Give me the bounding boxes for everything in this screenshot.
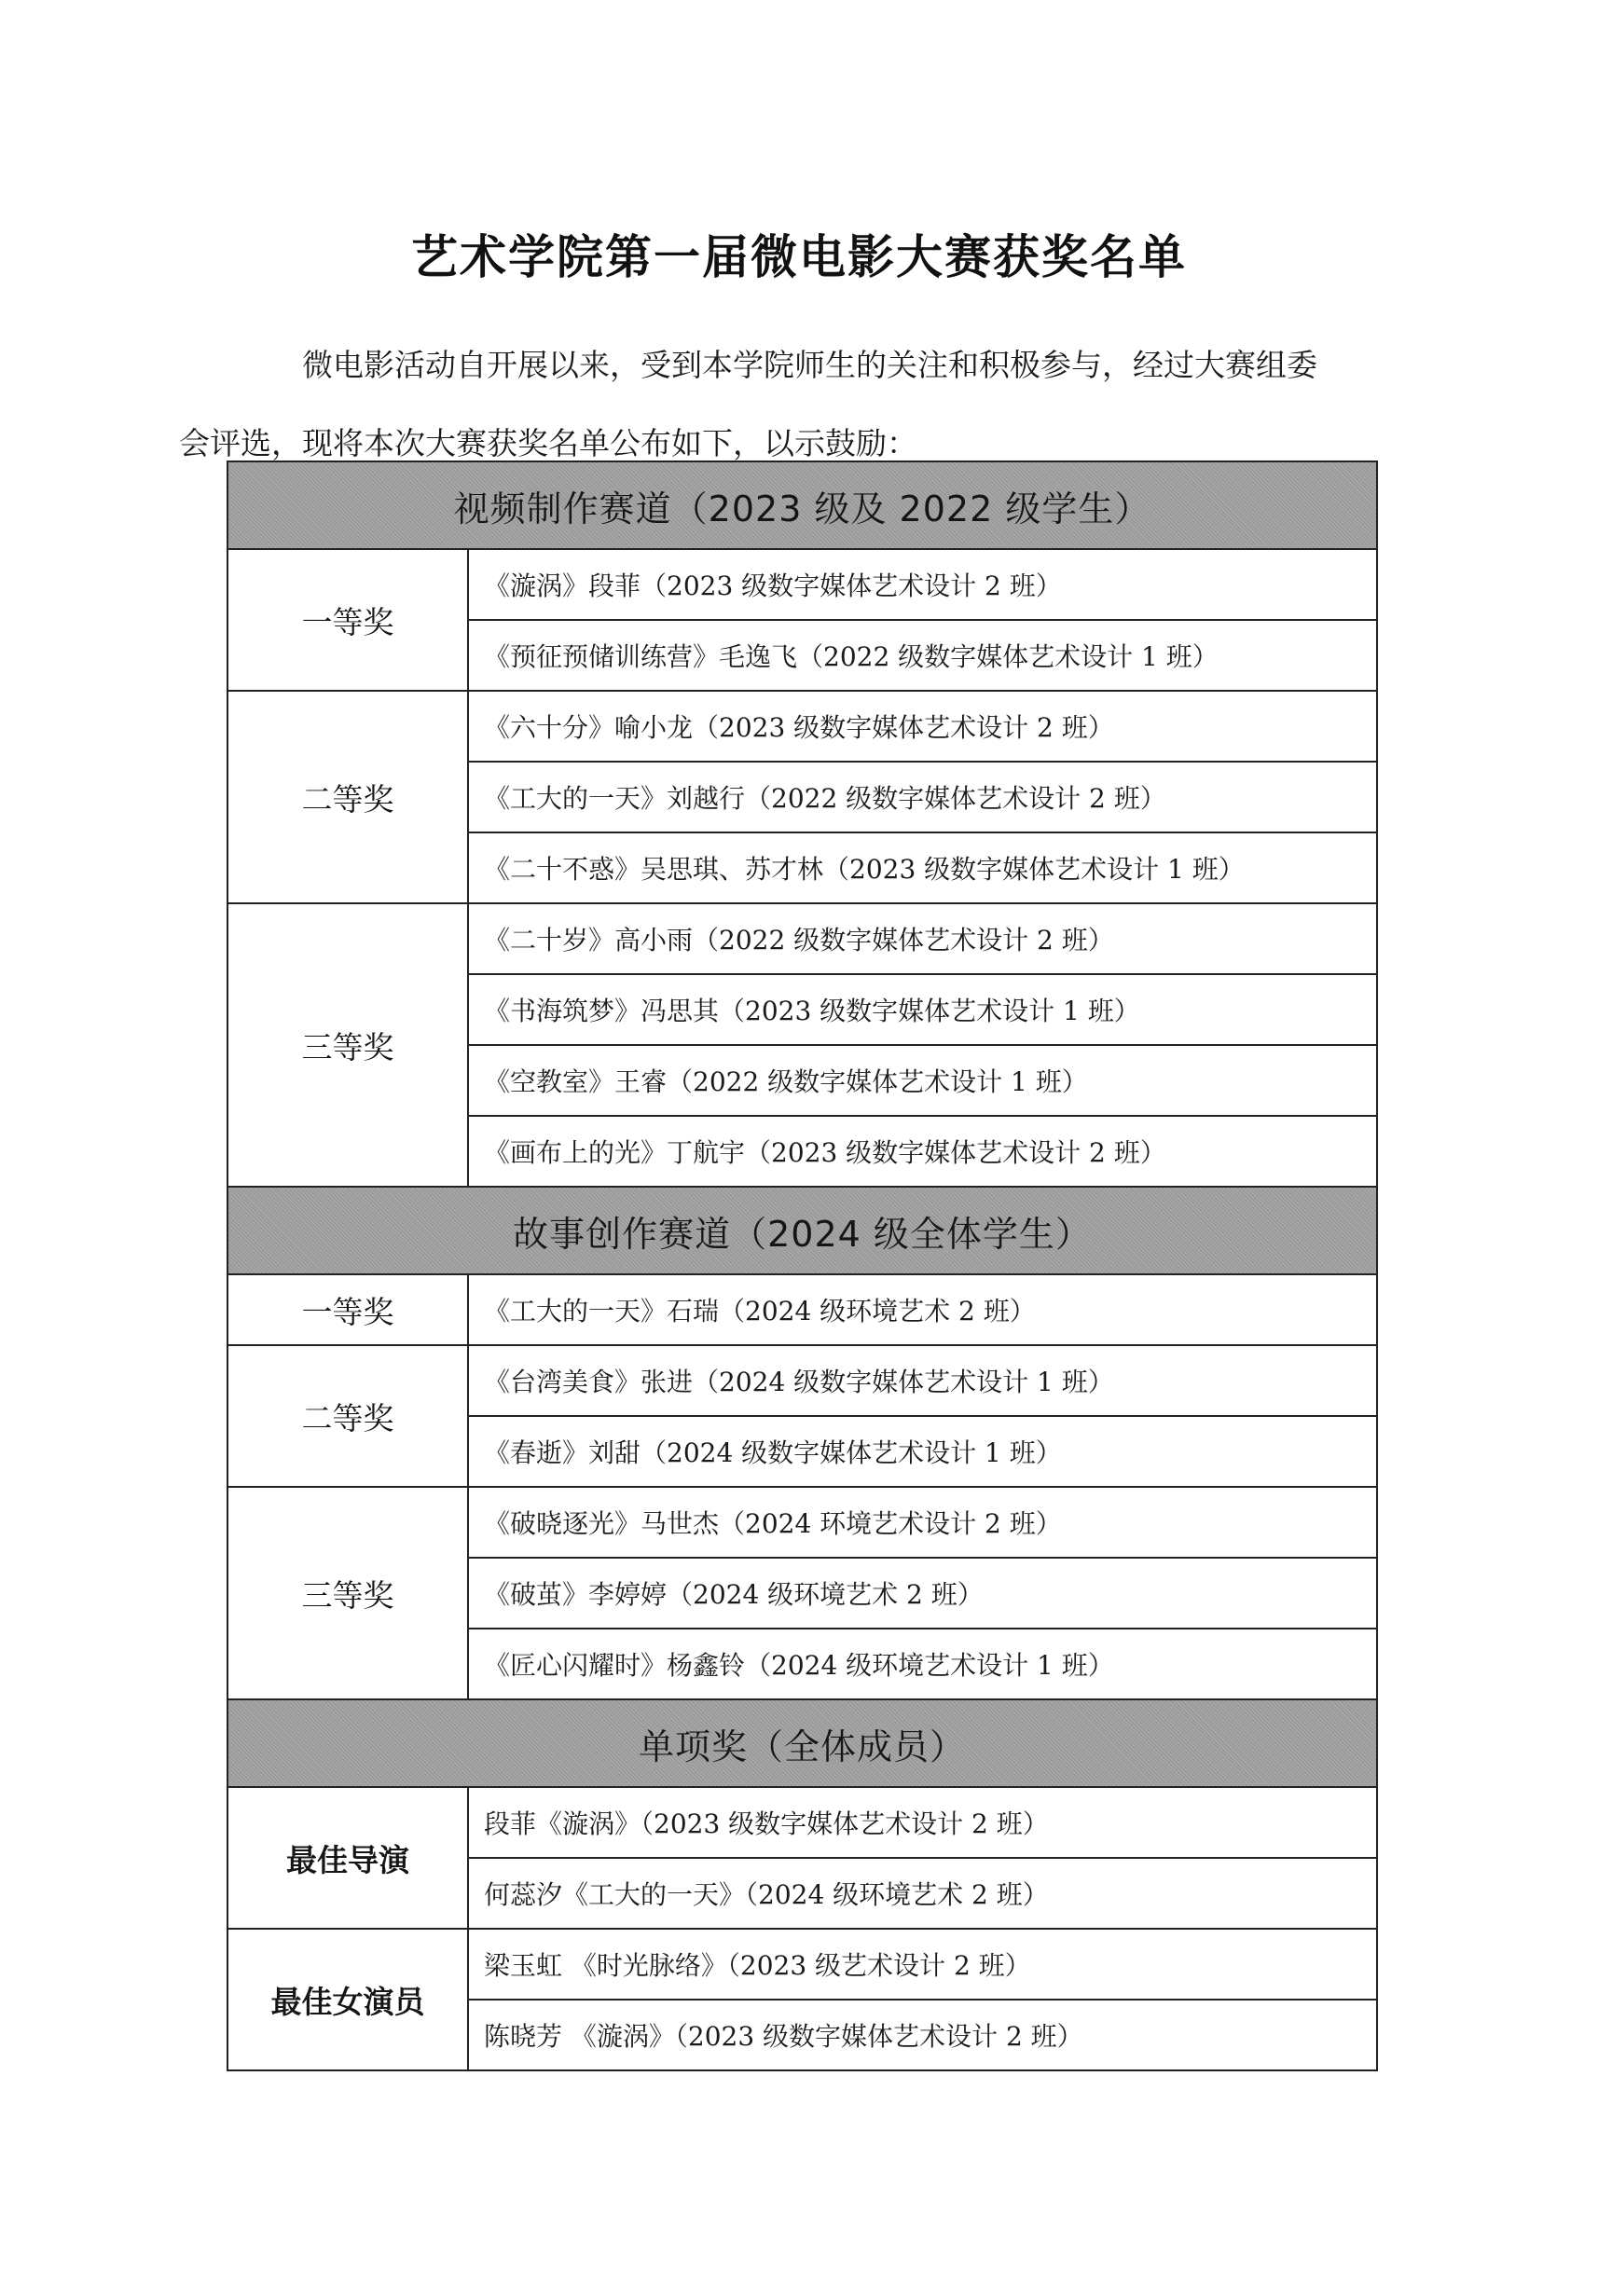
award-entry-cell: 段菲《漩涡》（2023 级数字媒体艺术设计 2 班）	[468, 1787, 1377, 1858]
page-title: 艺术学院第一届微电影大赛获奖名单	[411, 230, 1187, 284]
table-row	[227, 1345, 1377, 1416]
award-entry-cell: 《台湾美食》张进（2024 级数字媒体艺术设计 1 班）	[468, 1345, 1377, 1416]
section-header: 单项奖（全体成员）	[227, 1699, 1377, 1787]
award-entry-cell: 《破茧》李婷婷（2024 级环境艺术 2 班）	[468, 1558, 1377, 1629]
table-row	[227, 549, 1377, 620]
award-entry-cell: 《空教室》王睿（2022 级数字媒体艺术设计 1 班）	[468, 1045, 1377, 1116]
section-header-row	[227, 1187, 1377, 1274]
table-row	[227, 1929, 1377, 2000]
awards-table	[227, 461, 1378, 2071]
prize-level-cell: 三等奖	[227, 1487, 468, 1699]
intro-paragraph	[179, 326, 1378, 483]
prize-level-cell: 二等奖	[227, 1345, 468, 1487]
section-header-row	[227, 1699, 1377, 1787]
award-entry-cell: 《画布上的光》丁航宇（2023 级数字媒体艺术设计 2 班）	[468, 1116, 1377, 1187]
award-entry-cell: 《预征预储训练营》毛逸飞（2022 级数字媒体艺术设计 1 班）	[468, 620, 1377, 691]
award-entry-cell: 梁玉虹 《时光脉络》（2023 级艺术设计 2 班）	[468, 1929, 1377, 2000]
prize-level-cell: 一等奖	[227, 1274, 468, 1345]
prize-level-cell: 最佳女演员	[227, 1929, 468, 2070]
prize-level-cell: 最佳导演	[227, 1787, 468, 1929]
award-entry-cell: 《二十岁》高小雨（2022 级数字媒体艺术设计 2 班）	[468, 903, 1377, 974]
table-row	[227, 1487, 1377, 1558]
section-header: 视频制作赛道（2023 级及 2022 级学生）	[227, 461, 1377, 549]
awards-table-body	[227, 461, 1377, 2070]
section-header-row	[227, 461, 1377, 549]
prize-level-cell: 一等奖	[227, 549, 468, 691]
award-entry-cell: 《书海筑梦》冯思其（2023 级数字媒体艺术设计 1 班）	[468, 974, 1377, 1045]
table-row	[227, 1274, 1377, 1345]
award-entry-cell: 《工大的一天》刘越行（2022 级数字媒体艺术设计 2 班）	[468, 762, 1377, 832]
prize-level-cell: 二等奖	[227, 691, 468, 903]
award-entry-cell: 《春逝》刘甜（2024 级数字媒体艺术设计 1 班）	[468, 1416, 1377, 1487]
table-row	[227, 691, 1377, 762]
award-entry-cell: 《匠心闪耀时》杨鑫铃（2024 级环境艺术设计 1 班）	[468, 1629, 1377, 1699]
award-entry-cell: 陈晓芳 《漩涡》（2023 级数字媒体艺术设计 2 班）	[468, 2000, 1377, 2070]
award-entry-cell: 《二十不惑》吴思琪、苏才林（2023 级数字媒体艺术设计 1 班）	[468, 832, 1377, 903]
table-row	[227, 903, 1377, 974]
table-row	[227, 1787, 1377, 1858]
prize-level-cell: 三等奖	[227, 903, 468, 1187]
award-entry-cell: 《工大的一天》石瑞（2024 级环境艺术 2 班）	[468, 1274, 1377, 1345]
award-entry-cell: 何蕊汐《工大的一天》（2024 级环境艺术 2 班）	[468, 1858, 1377, 1929]
award-entry-cell: 《六十分》喻小龙（2023 级数字媒体艺术设计 2 班）	[468, 691, 1377, 762]
intro-line-2: 会评选，现将本次大赛获奖名单公布如下，以示鼓励：	[179, 425, 917, 461]
award-entry-cell: 《破晓逐光》马世杰（2024 环境艺术设计 2 班）	[468, 1487, 1377, 1558]
award-entry-cell: 《漩涡》段菲（2023 级数字媒体艺术设计 2 班）	[468, 549, 1377, 620]
intro-line-1: 微电影活动自开展以来，受到本学院师生的关注和积极参与，经过大赛组委	[302, 347, 1317, 383]
section-header: 故事创作赛道（2024 级全体学生）	[227, 1187, 1377, 1274]
